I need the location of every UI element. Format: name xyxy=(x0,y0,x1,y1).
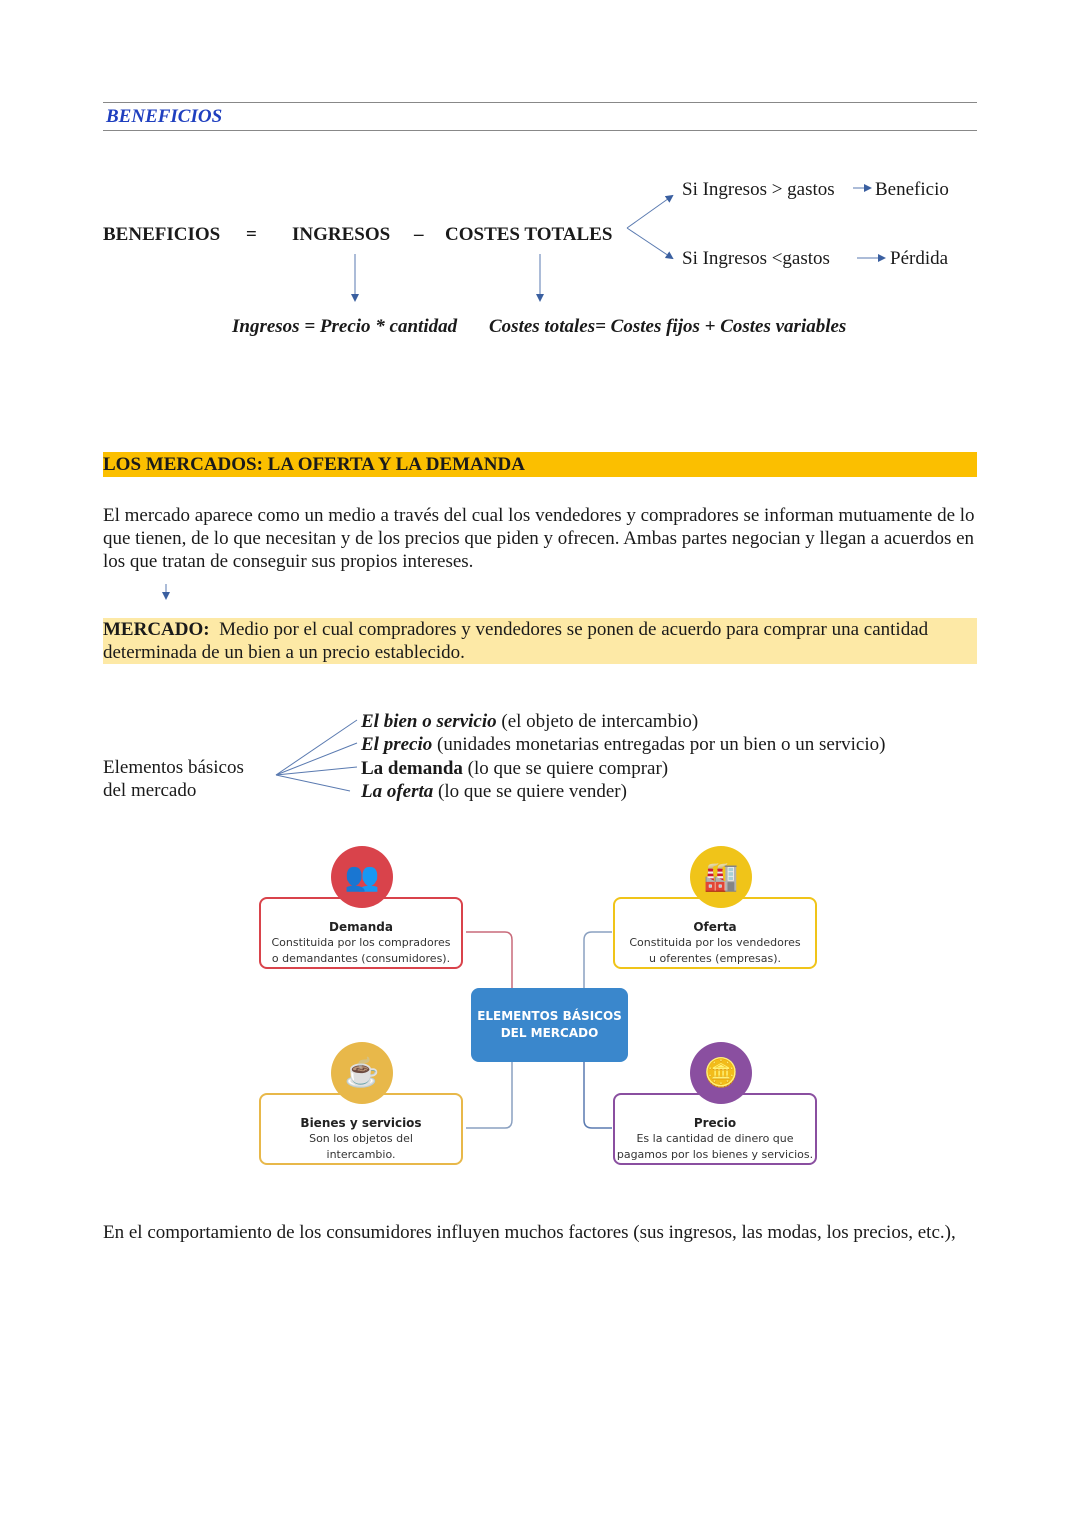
formula-costes: COSTES TOTALES xyxy=(445,224,613,245)
section-title-mercados: LOS MERCADOS: LA OFERTA Y LA DEMANDA xyxy=(103,454,525,475)
coins-icon: 🪙 xyxy=(690,1042,752,1104)
coffee-cup-icon: ☕ xyxy=(331,1042,393,1104)
definition-text: Medio por el cual compradores y vendedores se ponen de acuerdo para comprar una cantidad determinada de un bien a un precio establecido. xyxy=(103,619,929,663)
elements-label-2: del mercado xyxy=(103,780,197,801)
element-item: El precio (unidades monetarias entregadas por un bien o un servicio) xyxy=(361,734,886,756)
section-title-beneficios: BENEFICIOS xyxy=(106,106,223,127)
formula-ingresos: INGRESOS xyxy=(292,224,391,245)
formula-minus: – xyxy=(414,224,424,245)
element-item: La oferta (lo que se quiere vender) xyxy=(361,780,627,802)
formula-equals: = xyxy=(246,224,257,245)
branch-down-result: Pérdida xyxy=(890,248,949,269)
card-demanda: Demanda Constituida por los compradores o demandantes (consumidores). xyxy=(259,897,463,969)
closing-paragraph: En el comportamiento de los consumidores influyen muchos factores (sus ingresos, las modas, los precios, etc.), xyxy=(103,1222,956,1243)
definition-term: MERCADO: xyxy=(103,619,210,640)
elements-label-1: Elementos básicos xyxy=(103,757,244,778)
element-item: El bien o servicio (el objeto de intercambio) xyxy=(361,711,699,732)
branch-down: Si Ingresos <gastos xyxy=(682,248,830,269)
branch-up: Si Ingresos > gastos xyxy=(682,179,835,200)
intro-paragraph: El mercado aparece como un medio a través del cual los vendedores y compradores se informan mutuamente de lo que tienen, de lo que necesitan y de los precios que piden y ofrecen. Ambas partes negocian y llegan a acuerdos en los que tratan de conseguir sus propios intereses. xyxy=(103,505,975,572)
costes-definition: Costes totales= Costes fijos + Costes variables xyxy=(489,316,847,337)
ingresos-definition: Ingresos = Precio * cantidad xyxy=(232,316,458,337)
formula-beneficios: BENEFICIOS xyxy=(103,224,221,245)
factory-icon: 🏭 xyxy=(690,846,752,908)
card-bienes: Bienes y servicios Son los objetos del intercambio. xyxy=(259,1093,463,1165)
card-precio: Precio Es la cantidad de dinero que pagamos por los bienes y servicios. xyxy=(613,1093,817,1165)
branch-up-result: Beneficio xyxy=(875,179,949,200)
card-oferta: Oferta Constituida por los vendedores u oferentes (empresas). xyxy=(613,897,817,969)
element-item: La demanda (lo que se quiere comprar) xyxy=(361,757,669,779)
people-icon: 👥 xyxy=(331,846,393,908)
center-node: ELEMENTOS BÁSICOS DEL MERCADO xyxy=(471,988,628,1062)
